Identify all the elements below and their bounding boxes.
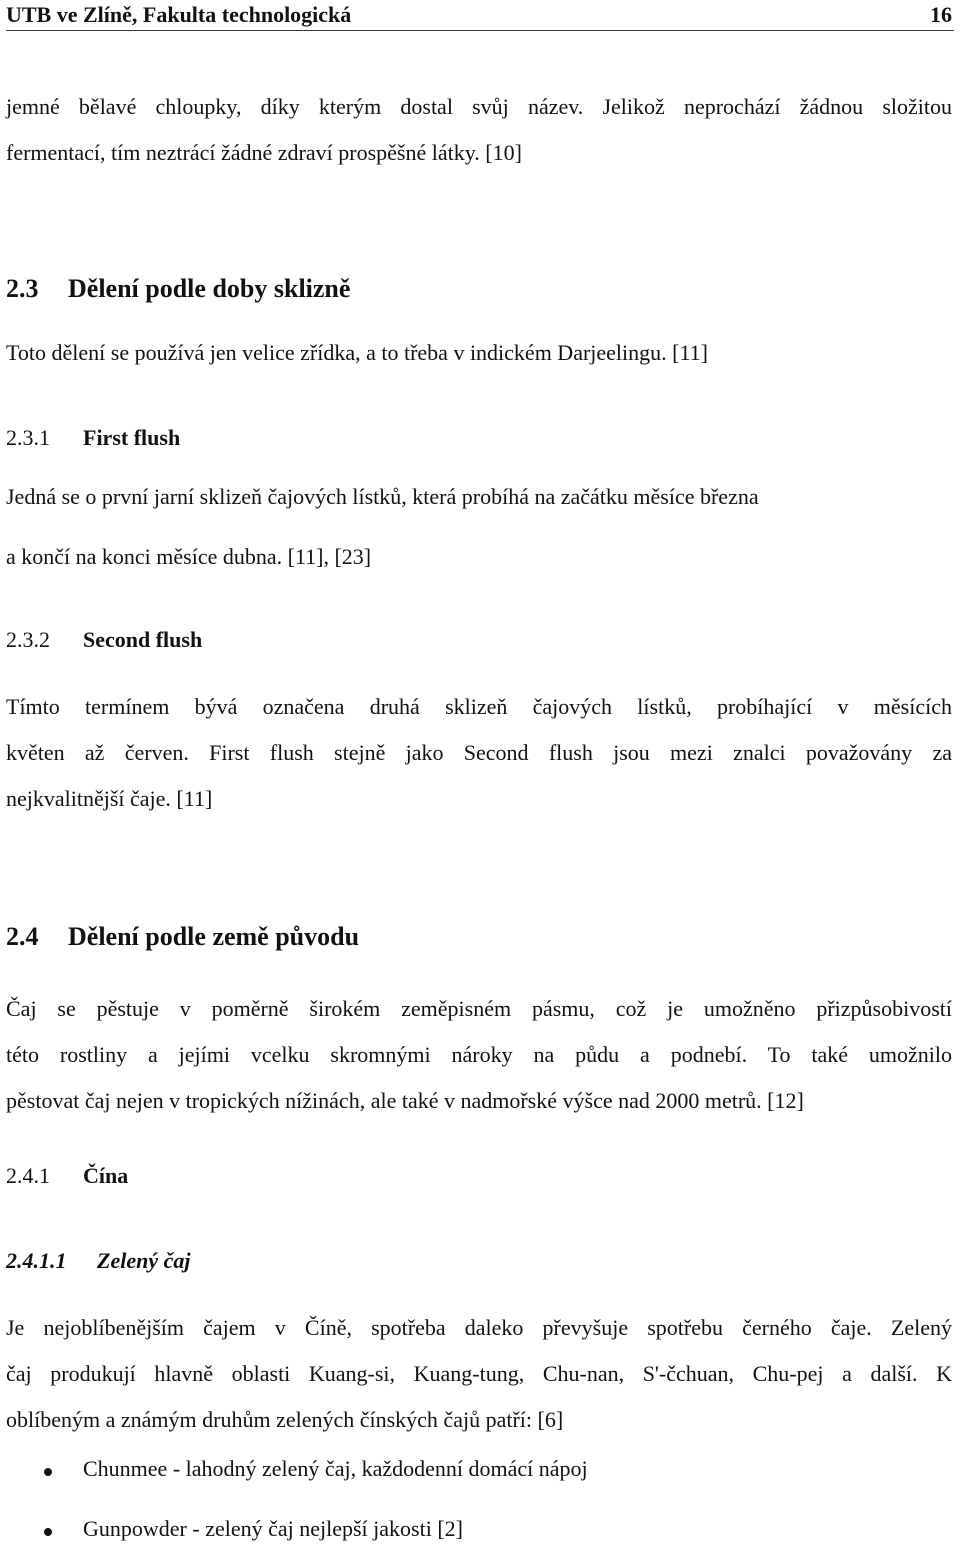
- subsection-number: 2.4.1: [6, 1163, 50, 1188]
- text-line: Je nejoblíbenějším čajem v Číně, spotřeba daleko převyšuje spotřebu černého čaje. Zelený: [6, 1315, 952, 1340]
- section-title: Dělení podle země původu: [68, 922, 360, 951]
- subsubsection-heading-2-4-1-1: [6, 1248, 190, 1274]
- text-line: oblíbeným a známým druhům zelených čínských čajů patří: [6]: [6, 1407, 564, 1432]
- section-heading-2-3: [6, 274, 350, 304]
- section-heading-2-4: [6, 922, 359, 952]
- text-line: Čaj se pěstuje v poměrně širokém zeměpisném pásmu, což je umožněno přizpůsobivostí: [6, 996, 952, 1021]
- subsection-title: Čína: [83, 1163, 129, 1188]
- text-line: květen až červen. First flush stejně jako Second flush jsou mezi znalci považovány za: [6, 740, 952, 765]
- text-line: čaj produkují hlavně oblasti Kuang-si, Kuang-tung, Chu-nan, S'-čchuan, Chu-pej a další. K: [6, 1361, 952, 1386]
- section-2-4-paragraph: [6, 986, 952, 1124]
- section-number: 2.3: [6, 274, 39, 303]
- subsection-number: 2.3.2: [6, 627, 50, 652]
- page-number: 16: [930, 2, 952, 27]
- subsubsection-2-4-1-1-paragraph: [6, 1305, 952, 1443]
- subsubsection-title: Zelený čaj: [97, 1248, 191, 1273]
- page-header: [6, 0, 954, 31]
- bullet-icon: [44, 1528, 52, 1536]
- text-line: nejkvalitnější čaje. [11]: [6, 786, 213, 811]
- text-line: jemné bělavé chloupky, díky kterým dostal svůj název. Jelikož neprochází žádnou složitou: [6, 94, 952, 119]
- intro-paragraph: [6, 84, 952, 176]
- subsubsection-number: 2.4.1.1: [6, 1248, 67, 1273]
- header-title: UTB ve Zlíně, Fakulta technologická: [6, 2, 352, 27]
- section-2-3-paragraph: [6, 340, 952, 366]
- subsection-heading-2-3-1: [6, 425, 180, 451]
- bullet-icon: [44, 1468, 52, 1476]
- subsection-title: First flush: [83, 425, 181, 450]
- text-line: pěstovat čaj nejen v tropických nížinách, ale také v nadmořské výšce nad 2000 metrů. [12]: [6, 1088, 804, 1113]
- list-item-text: Chunmee - lahodný zelený čaj, každodenní domácí nápoj: [83, 1456, 588, 1481]
- subsection-2-3-1-paragraph: [6, 482, 952, 572]
- list-item-text: Gunpowder - zelený čaj nejlepší jakosti [2]: [83, 1516, 463, 1541]
- text-line: Tímto termínem bývá označena druhá sklizeň čajových lístků, probíhající v měsících: [6, 694, 952, 719]
- subsection-heading-2-3-2: [6, 627, 202, 653]
- section-title: Dělení podle doby sklizně: [68, 274, 351, 303]
- subsection-heading-2-4-1: [6, 1163, 128, 1189]
- text-line: této rostliny a jejími vcelku skromnými nároky na půdu a podnebí. To také umožnilo: [6, 1042, 952, 1067]
- text-line: a končí na konci měsíce dubna. [11], [23]: [6, 544, 372, 569]
- subsection-title: Second flush: [83, 627, 203, 652]
- text-line: fermentací, tím neztrácí žádné zdraví prospěšné látky. [10]: [6, 140, 522, 165]
- subsection-number: 2.3.1: [6, 425, 50, 450]
- subsection-2-3-2-paragraph: [6, 684, 952, 822]
- text-line: Jedná se o první jarní sklizeň čajových lístků, která probíhá na začátku měsíce března: [6, 484, 759, 509]
- section-number: 2.4: [6, 922, 39, 951]
- text-line: Toto dělení se používá jen velice zřídka, a to třeba v indickém Darjeelingu. [11]: [6, 340, 708, 365]
